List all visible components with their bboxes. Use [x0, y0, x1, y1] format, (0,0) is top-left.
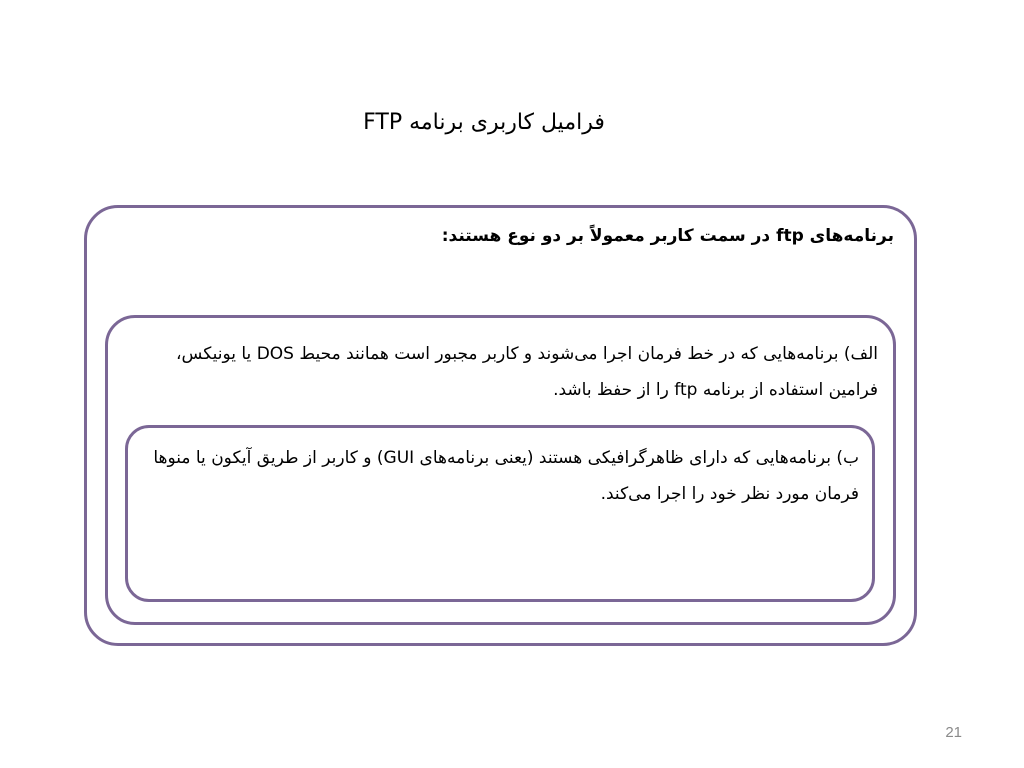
intro-text: برنامه‌های ftp در سمت کاربر معمولاً بر دو نوع هستند:: [441, 226, 894, 246]
item-a-text: الف) برنامه‌هایی که در خط فرمان اجرا می‌شوند و کاربر مجبور است همانند محیط DOS یا یونیکس، فرامین استفاده از برنامه ftp را از حفظ باشد.: [176, 344, 878, 400]
item-b-text: ب) برنامه‌هایی که دارای ظاهرگرافیکی هستند (یعنی برنامه‌های GUI) و کاربر از طریق آیکون یا منوها فرمان مورد نظر خود را اجرا می‌کند.: [153, 448, 859, 504]
page-number: 21: [945, 724, 962, 741]
slide-title: فرامیل کاربری برنامه FTP: [363, 110, 605, 135]
